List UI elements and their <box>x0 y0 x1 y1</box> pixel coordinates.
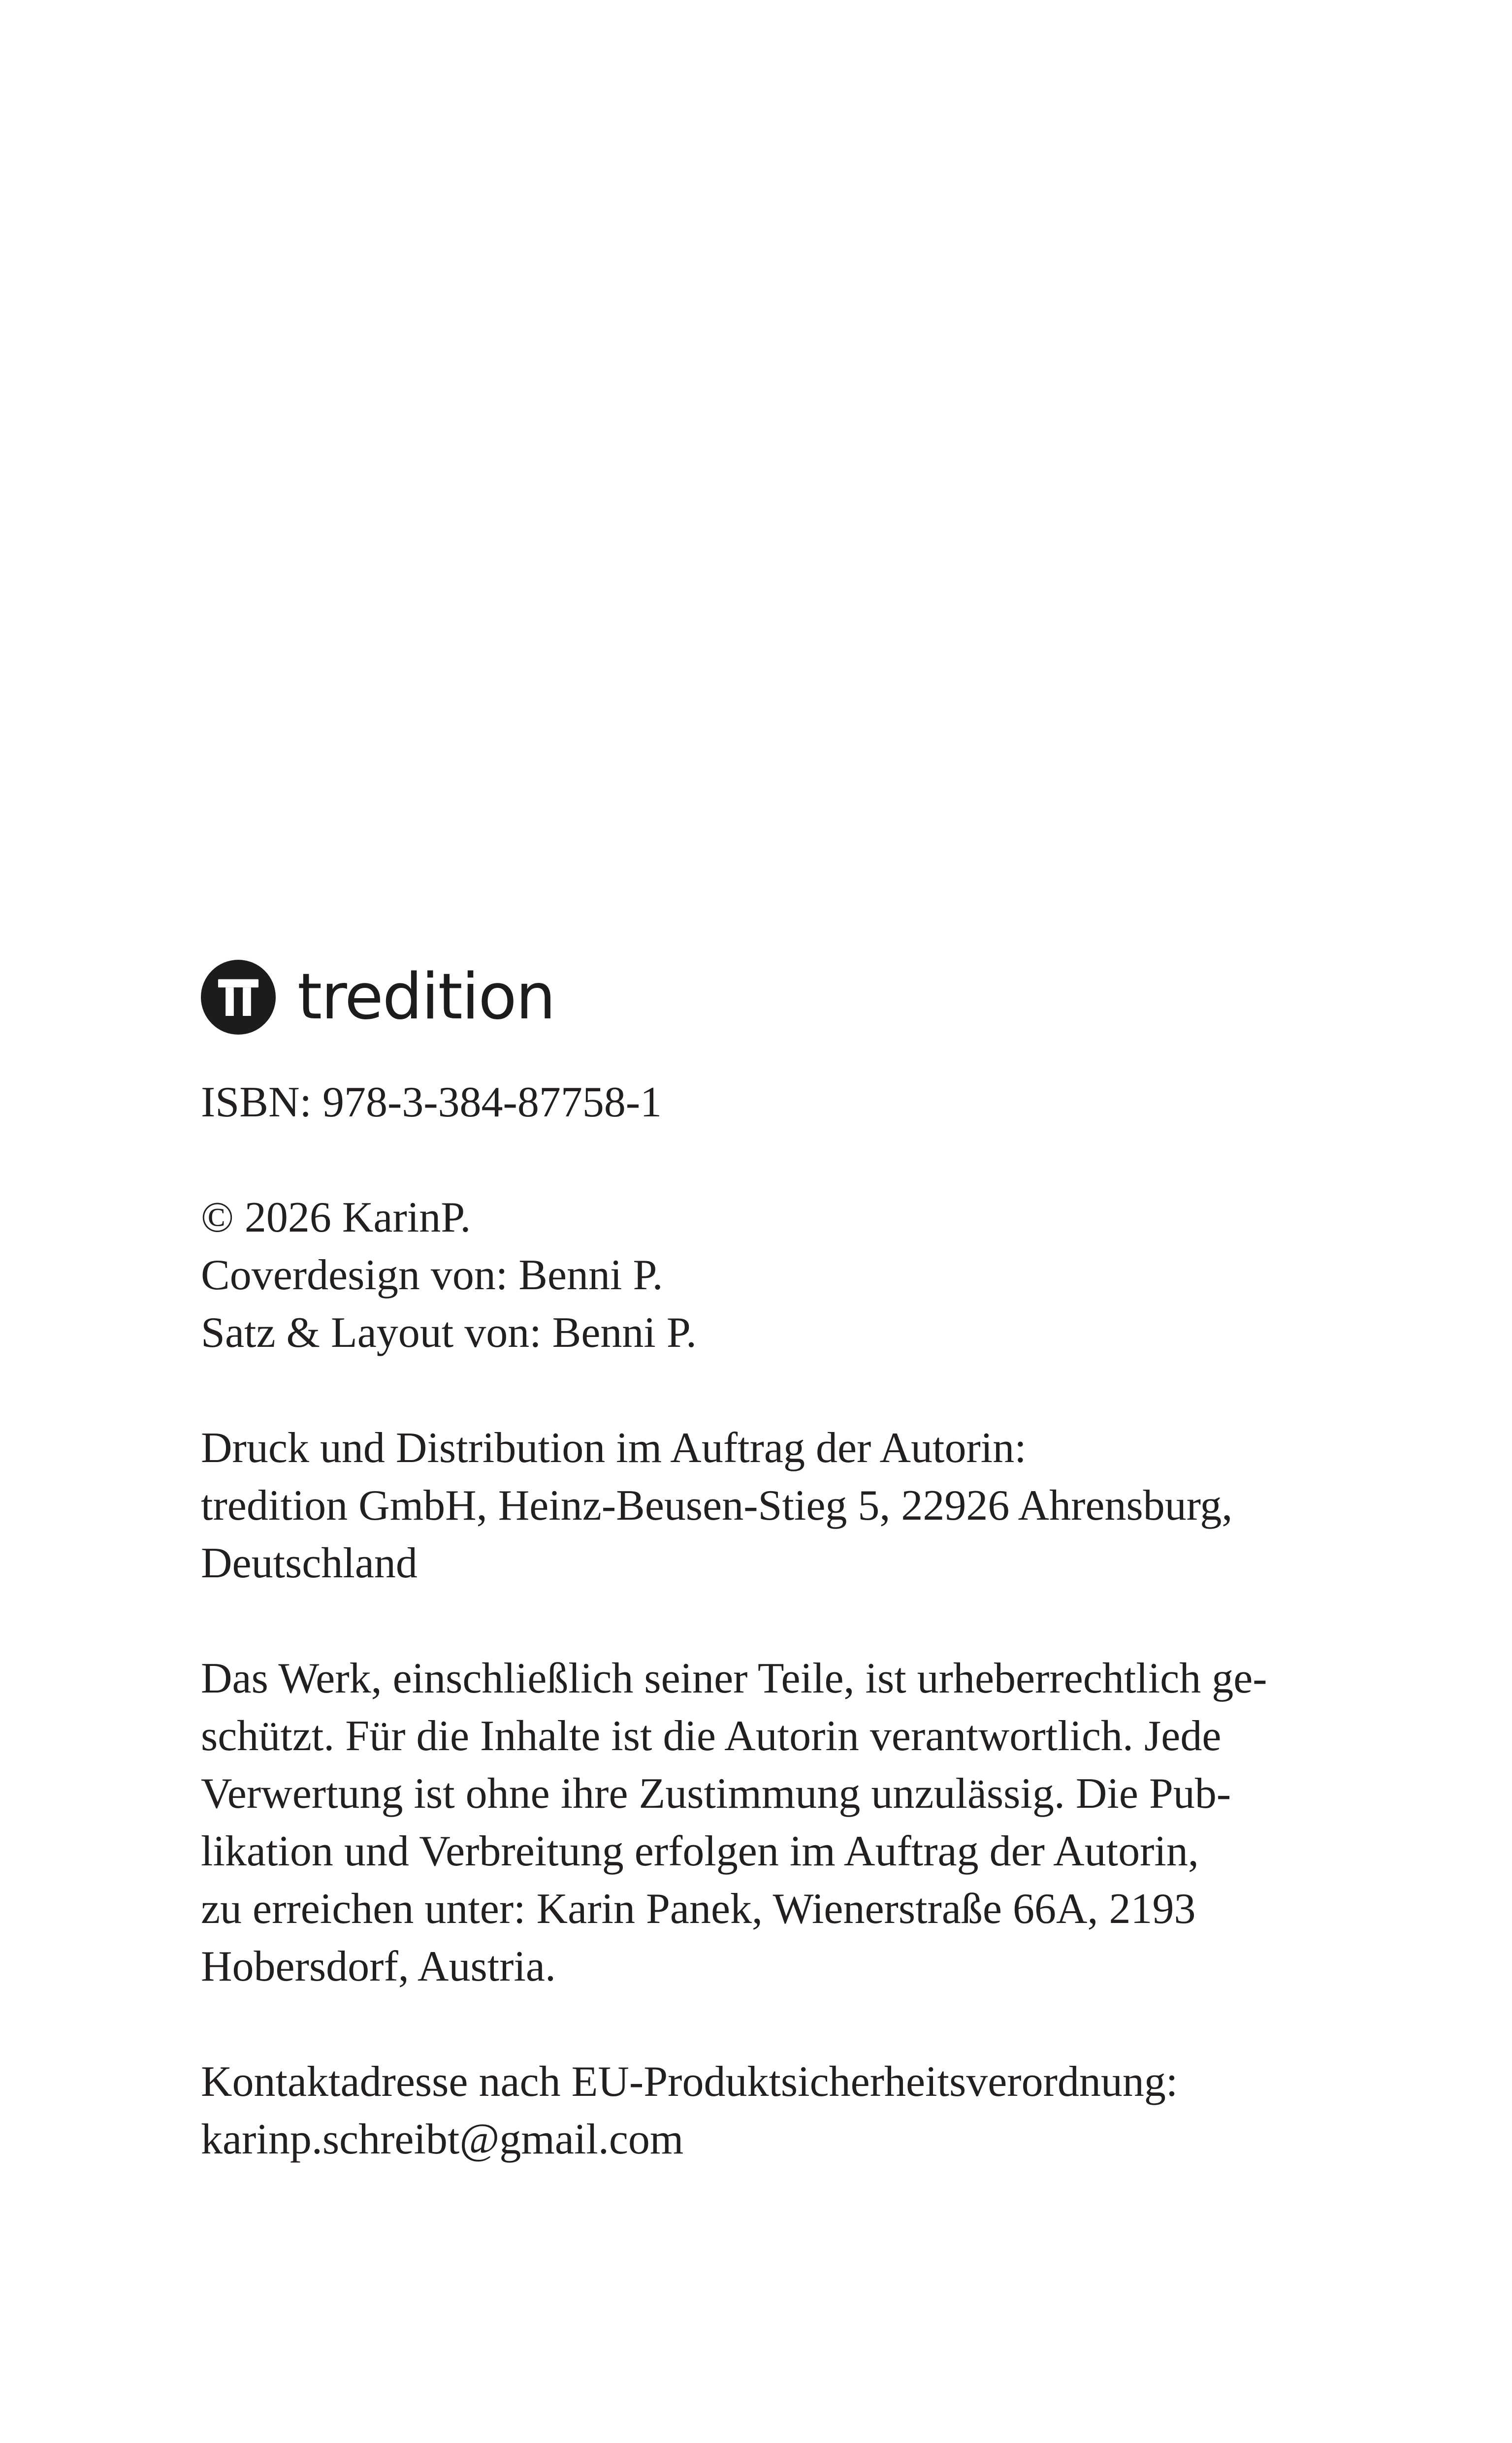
print-distribution-line: Deutschland <box>201 1539 418 1587</box>
contact-label-line: Kontaktadresse nach EU-Produktsicherheitsverordnung: <box>201 2058 1178 2106</box>
spacer <box>201 1131 1304 1189</box>
copyright-notice-line: schützt. Für die Inhalte ist die Autorin verantwortlich. Jede <box>201 1712 1222 1760</box>
copyright-notice-line: zu erreichen unter: Karin Panek, Wienerstraße 66A, 2193 <box>201 1885 1196 1933</box>
publisher-logo <box>201 955 1304 1039</box>
copyright-line: © 2026 KarinP. <box>201 1194 471 1241</box>
publisher-wordmark: tredition <box>297 960 555 1034</box>
spacer <box>201 1362 1304 1419</box>
copyright-notice-line: Das Werk, einschließlich seiner Teile, ist urheberrechtlich ge- <box>201 1655 1267 1702</box>
copyright-notice-line: likation und Verbreitung erfolgen im Auftrag der Autorin, <box>201 1827 1199 1875</box>
spacer <box>201 1592 1304 1650</box>
print-distribution-line: Druck und Distribution im Auftrag der Autorin: <box>201 1424 1027 1472</box>
print-distribution-line: tredition GmbH, Heinz-Beusen-Stieg 5, 22926 Ahrensburg, <box>201 1482 1233 1530</box>
tredition-logo-icon <box>201 960 276 1035</box>
isbn-line: ISBN: 978-3-384-87758-1 <box>201 1078 662 1126</box>
layout-line: Satz & Layout von: Benni P. <box>201 1309 697 1357</box>
spacer <box>201 1995 1304 2053</box>
copyright-notice-line: Hobersdorf, Austria. <box>201 1943 556 1990</box>
cover-design-line: Coverdesign von: Benni P. <box>201 1251 663 1299</box>
contact-email: karinp.schreibt@gmail.com <box>201 2116 684 2163</box>
copyright-notice-line: Verwertung ist ohne ihre Zustimmung unzulässig. Die Pub- <box>201 1770 1231 1818</box>
imprint-page <box>201 955 1304 2168</box>
imprint-text <box>201 1074 1304 2168</box>
